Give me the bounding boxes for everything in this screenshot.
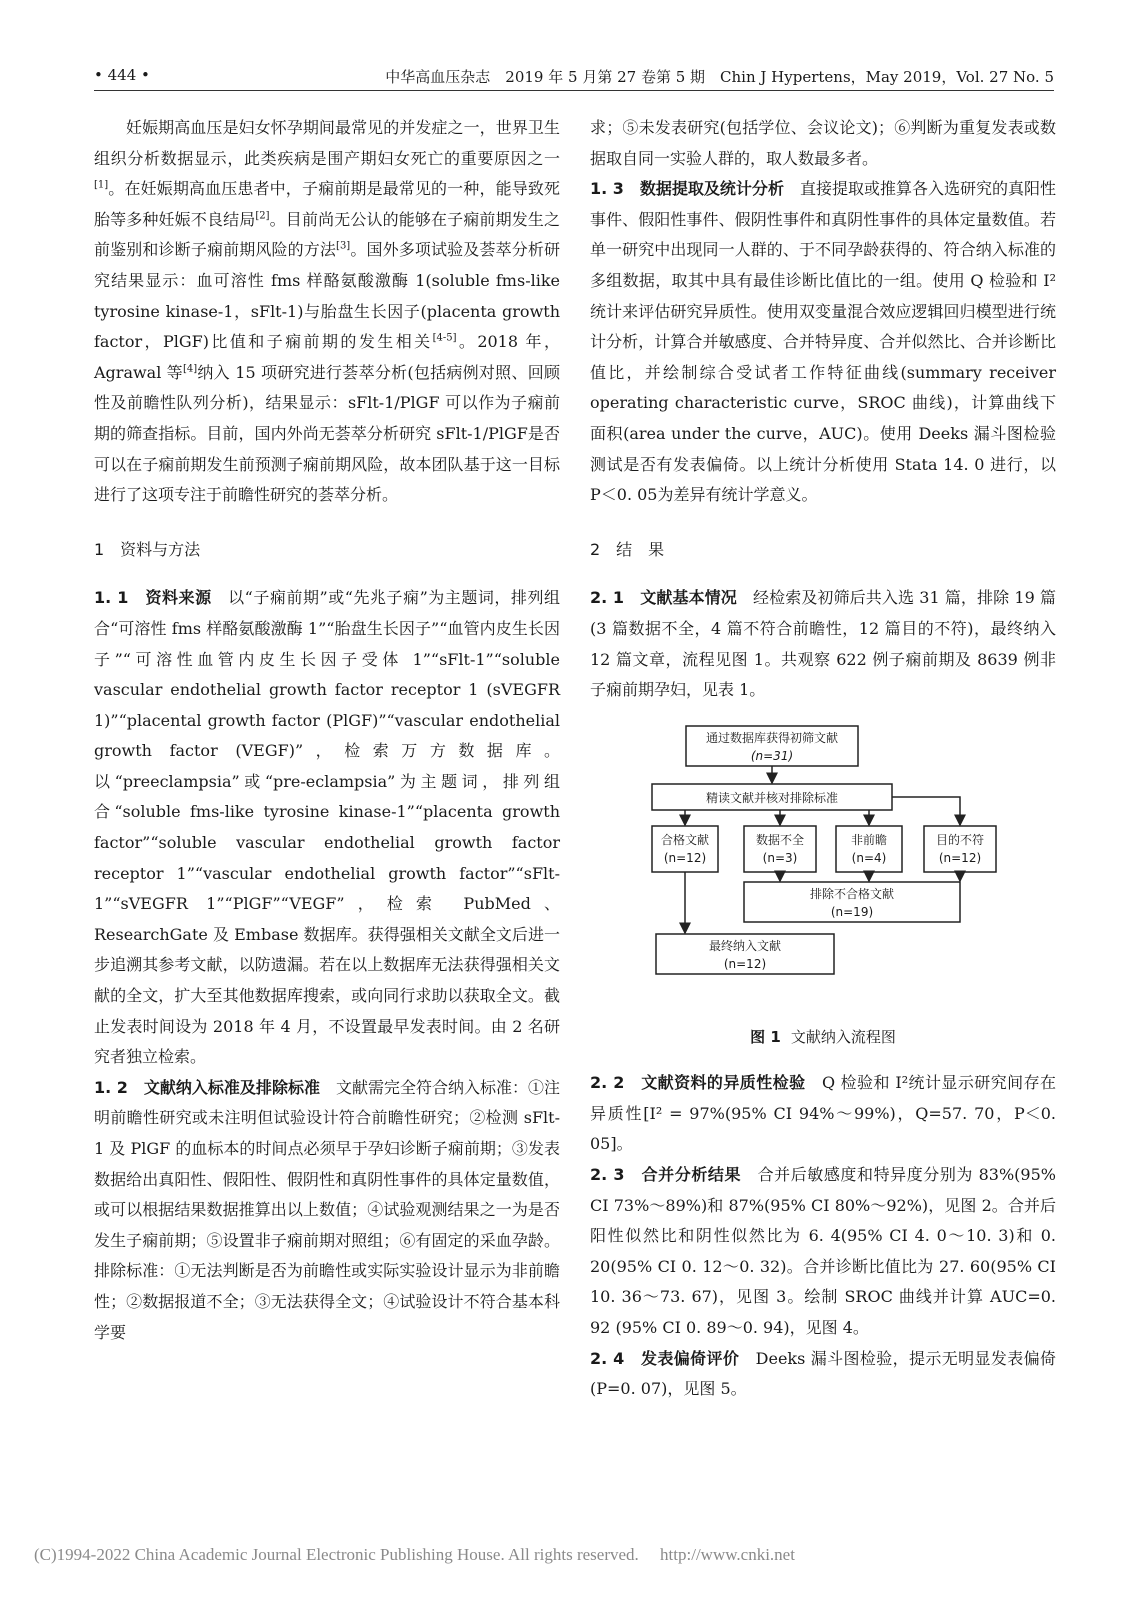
subsection-heading: 2. 3 合并分析结果 <box>590 1165 742 1185</box>
subsection-paragraph: 2. 1 文献基本情况 经检索及初筛后共入选 31 篇，排除 19 篇(3 篇数据不全，4 篇不符合前瞻性，12 篇目的不符)，最终纳入 12 篇文章，流程见图 1。共观察 622 例子痫前期及 8639 例非子痫前期孕妇，见表 1。 <box>590 588 1056 700</box>
flow-final-count: (n=12) <box>723 956 767 971</box>
citation[interactable]: [4] <box>182 363 198 375</box>
subsection-paragraph: 1. 3 数据提取及统计分析 直接提取或推算各入选研究的真阳性事件、假阳性事件、假阴性事件和真阴性事件的具体定量数值。若单一研究中出现同一人群的、于不同孕龄获得的、符合纳入标准的多组数据，取其中具有最佳诊断比值比的一组。使用 Q 检验和 I² 统计来评估研究异质性。使用双变量混合效应逻辑回归模型进行统计分析，计算合并敏感度、合并特异度、合并似然比、合并诊断比值比，并绘制综合受试者工作特征曲线(summary receiver operating characteristic curve，SROC 曲线)，计算曲线下面积(area under the curve，AUC)。使用 Deeks 漏斗图检验测试是否有发表偏倚。以上统计分析使用 Stata 14. 0 进行，以 P＜0. 05为差异有统计学意义。 <box>590 179 1056 505</box>
header-rule <box>94 90 1054 91</box>
flow-start-count: (n=31) <box>750 748 794 763</box>
flow-screen-label: 精读文献并核对排除标准 <box>705 790 839 805</box>
flow-purpose-count: (n=12) <box>938 850 982 865</box>
flow-qualified-label: 合格文献 <box>660 832 710 847</box>
figure-title: 文献纳入流程图 <box>790 1027 896 1046</box>
copyright-footer: (C)1994-2022 China Academic Journal Electronic Publishing House. All rights reserved. http://www.cnki.net <box>34 1545 795 1564</box>
figure-1-flowchart <box>590 718 1056 1018</box>
subsection-paragraph: 2. 2 文献资料的异质性检验 Q 检验和 I²统计显示研究间存在异质性[I² = 97%(95% CI 94%～99%)，Q=57. 70，P＜0. 05]。 <box>590 1073 1056 1154</box>
flow-incomplete-count: (n=3) <box>762 850 798 865</box>
section-heading: 2 结 果 <box>590 539 665 559</box>
flow-purpose-label: 目的不符 <box>935 832 985 847</box>
citation[interactable]: [2] <box>255 210 270 222</box>
citation[interactable]: [3] <box>336 241 351 253</box>
subsection-paragraph: 1. 2 文献纳入标准及排除标准 文献需完全符合纳入标准：①注明前瞻性研究或未注明但试验设计符合前瞻性研究；②检测 sFlt-1 及 PlGF 的血标本的时间点必须早于孕妇诊断子痫前期；③发表数据给出真阳性、假阳性、假阴性和真阴性事件的具体定量数值，或可以根据结果数据推算出以上数值；④试验观测结果之一为是否发生子痫前期；⑤设置非子痫前期对照组；⑥有固定的采血孕龄。排除标准：①无法判断是否为前瞻性或实际实验设计显示为非前瞻性；②数据报道不全；③无法获得全文；④试验设计不符合基本科学要 <box>94 1077 560 1342</box>
subsection-heading: 1. 3 数据提取及统计分析 <box>590 179 784 199</box>
figure-label: 图 1 <box>750 1027 781 1046</box>
journal-info: 中华高血压杂志 2019 年 5 月第 27 卷第 5 期 Chin J Hypertens，May 2019，Vol. 27 No. 5 <box>385 68 1054 86</box>
left-column <box>94 113 560 1348</box>
citation[interactable]: [4-5] <box>432 332 457 344</box>
page-header <box>94 60 1054 88</box>
right-column <box>590 113 1056 1405</box>
subsection-paragraph: 2. 4 发表偏倚评价 Deeks 漏斗图检验，提示无明显发表偏倚(P=0. 07)，见图 5。 <box>590 1348 1056 1399</box>
flow-nonprospective-label: 非前瞻 <box>850 832 888 847</box>
flow-final-label: 最终纳入文献 <box>708 938 782 953</box>
subsection-heading: 1. 2 文献纳入标准及排除标准 <box>94 1077 320 1097</box>
subsection-heading: 2. 2 文献资料的异质性检验 <box>590 1073 806 1093</box>
subsection-paragraph: 1. 1 资料来源 以“子痫前期”或“先兆子痫”为主题词，排列组合“可溶性 fms 样酪氨酸激酶 1”“胎盘生长因子”“血管内皮生长因子”“可溶性血管内皮生长因子受体 1”“sFlt-1”“soluble vascular endothelial growth factor receptor 1 (sVEGFR 1)”“placental growth factor (PlGF)”“vascular endothelial growth factor (VEGF)”，检索万方数据库。以“preeclampsia”或“pre-eclampsia”为主题词，排列组合“soluble fms-like tyrosine kinase-1”“placenta growth factor”“soluble vascular endothelial growth factor receptor 1”“vascular endothelial growth factor”“sFlt-1”“sVEGFR 1”“PlGF”“VEGF”，检索 PubMed、ResearchGate 及 Embase 数据库。获得强相关文献全文后进一步追溯其参考文献，以防遗漏。若在以上数据库无法获得强相关文献的全文，扩大至其他数据库搜索，或向同行求助以获取全文。截止发表时间设为 2018 年 4 月，不设置最早发表时间。由 2 名研究者独立检索。 <box>94 588 560 1067</box>
flow-nonprospective-count: (n=4) <box>851 850 887 865</box>
section-heading: 1 资料与方法 <box>94 539 201 559</box>
flow-excluded-count: (n=19) <box>830 904 874 919</box>
flow-excluded-label: 排除不合格文献 <box>809 886 895 901</box>
flow-incomplete-label: 数据不全 <box>755 832 805 847</box>
flow-qualified-count: (n=12) <box>663 850 707 865</box>
subsection-paragraph: 2. 3 合并分析结果 合并后敏感度和特异度分别为 83%(95% CI 73%～89%)和 87%(95% CI 80%～92%)，见图 2。合并后阳性似然比和阴性似然比为 6. 4(95% CI 4. 0～10. 3)和 0. 20(95% CI 0. 12～0. 32)。合并诊断比值比为 27. 60(95% CI 10. 36～73. 67)，见图 3。绘制 SROC 曲线并计算 AUC=0. 92 (95% CI 0. 89～0. 94)，见图 4。 <box>590 1165 1056 1338</box>
continued-paragraph: 求；⑤未发表研究(包括学位、会议论文)；⑥判断为重复发表或数据取自同一实验人群的，取人数最多者。 <box>590 118 1056 168</box>
flow-start-label: 通过数据库获得初筛文献 <box>705 730 839 745</box>
subsection-heading: 2. 1 文献基本情况 <box>590 588 737 608</box>
intro-paragraph: 妊娠期高血压是妇女怀孕期间最常见的并发症之一，世界卫生组织分析数据显示，此类疾病是围产期妇女死亡的重要原因之一[1]。在妊娠期高血压患者中，子痫前期是最常见的一种，能导致死胎等多种妊娠不良结局[2]。目前尚无公认的能够在子痫前期发生之前鉴别和诊断子痫前期风险的方法[3]。国外多项试验及荟萃分析研究结果显示：血可溶性 fms 样酪氨酸激酶 1(soluble fms-like tyrosine kinase-1，sFlt-1)与胎盘生长因子(placenta growth factor，PlGF)比值和子痫前期的发生相关[4-5]。2018 年，Agrawal 等[4]纳入 15 项研究进行荟萃分析(包括病例对照、回顾性及前瞻性队列分析)，结果显示：sFlt-1/PlGF 可以作为子痫前期的筛查指标。目前，国内外尚无荟萃分析研究 sFlt-1/PlGF是否可以在子痫前期发生前预测子痫前期风险，故本团队基于这一目标进行了这项专注于前瞻性研究的荟萃分析。 <box>94 118 560 505</box>
page-number: • 444 • <box>94 66 150 84</box>
subsection-heading: 2. 4 发表偏倚评价 <box>590 1348 740 1368</box>
figure-caption <box>590 1022 1056 1053</box>
subsection-heading: 1. 1 资料来源 <box>94 588 212 608</box>
citation[interactable]: [1] <box>94 179 109 191</box>
